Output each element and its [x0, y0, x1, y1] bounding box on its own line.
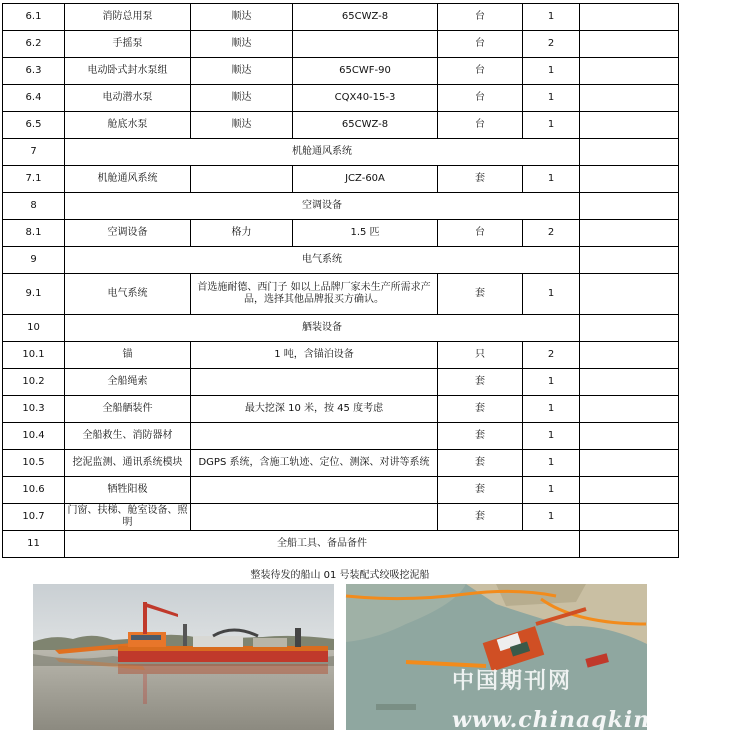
- cell-blank: [580, 504, 679, 531]
- cell-qty: 2: [523, 220, 580, 247]
- cell-no: 11: [3, 531, 65, 558]
- cell-qty: 1: [523, 396, 580, 423]
- cell-name: 手摇泵: [65, 31, 191, 58]
- section-row: [3, 193, 679, 220]
- table-row: [3, 342, 679, 369]
- cell-no: 6.1: [3, 4, 65, 31]
- cell-blank: [580, 193, 679, 220]
- table-row: [3, 450, 679, 477]
- cell-model: 65CWZ-8: [293, 112, 438, 139]
- cell-name: 锚: [65, 342, 191, 369]
- cell-name: 全船绳索: [65, 369, 191, 396]
- cell-brand: 格力: [191, 220, 293, 247]
- cell-section-title: 空调设备: [65, 193, 580, 220]
- cell-blank: [580, 85, 679, 112]
- cell-no: 10.7: [3, 504, 65, 531]
- cell-desc: [191, 369, 438, 396]
- cell-no: 8: [3, 193, 65, 220]
- table-row: [3, 4, 679, 31]
- cell-blank: [580, 112, 679, 139]
- cell-unit: 台: [438, 58, 523, 85]
- cell-no: 7.1: [3, 166, 65, 193]
- cell-qty: 1: [523, 112, 580, 139]
- cell-unit: 台: [438, 31, 523, 58]
- cell-unit: 套: [438, 166, 523, 193]
- cell-blank: [580, 274, 679, 315]
- cell-brand: 顺达: [191, 85, 293, 112]
- cell-no: 10: [3, 315, 65, 342]
- cell-desc: [191, 504, 438, 531]
- cell-qty: 1: [523, 423, 580, 450]
- cell-model: 1.5 匹: [293, 220, 438, 247]
- cell-model: [293, 31, 438, 58]
- watermark-cn: 中国期刊网: [452, 668, 573, 694]
- cell-qty: 1: [523, 450, 580, 477]
- cell-no: 8.1: [3, 220, 65, 247]
- cell-brand: 顺达: [191, 31, 293, 58]
- cell-blank: [580, 220, 679, 247]
- cell-blank: [580, 450, 679, 477]
- cell-qty: 1: [523, 504, 580, 531]
- cell-qty: 1: [523, 274, 580, 315]
- cell-name: 全船救生、消防器材: [65, 423, 191, 450]
- cell-name: 机舱通风系统: [65, 166, 191, 193]
- cell-name: 消防总用泵: [65, 4, 191, 31]
- cell-qty: 1: [523, 85, 580, 112]
- cell-no: 7: [3, 139, 65, 166]
- cell-name: 牺牲阳极: [65, 477, 191, 504]
- cell-unit: 套: [438, 504, 523, 531]
- table-row: [3, 58, 679, 85]
- cell-blank: [580, 396, 679, 423]
- cell-unit: 套: [438, 423, 523, 450]
- cell-name: 空调设备: [65, 220, 191, 247]
- table-row: [3, 477, 679, 504]
- cell-qty: 2: [523, 342, 580, 369]
- cell-brand: 顺达: [191, 112, 293, 139]
- cell-brand: 顺达: [191, 58, 293, 85]
- cell-no: 10.6: [3, 477, 65, 504]
- cell-qty: 1: [523, 166, 580, 193]
- cell-no: 10.2: [3, 369, 65, 396]
- watermark-url: www.chinaqking.com: [452, 707, 730, 733]
- cell-blank: [580, 477, 679, 504]
- cell-no: 10.5: [3, 450, 65, 477]
- table-row: [3, 274, 679, 315]
- table-row: [3, 423, 679, 450]
- cell-no: 10.1: [3, 342, 65, 369]
- cell-model: CQX40-15-3: [293, 85, 438, 112]
- cell-model: 65CWZ-8: [293, 4, 438, 31]
- cell-blank: [580, 4, 679, 31]
- cell-unit: 套: [438, 274, 523, 315]
- table-row: [3, 85, 679, 112]
- cell-section-title: 机舱通风系统: [65, 139, 580, 166]
- cell-no: 10.3: [3, 396, 65, 423]
- table-row: [3, 112, 679, 139]
- cell-blank: [580, 247, 679, 274]
- cell-no: 10.4: [3, 423, 65, 450]
- cell-brand: [191, 166, 293, 193]
- table-row: [3, 220, 679, 247]
- cell-desc: 首选施耐德、西门子 如以上品牌厂家未生产所需求产品，选择其他品牌报买方确认。: [191, 274, 438, 315]
- section-row: [3, 315, 679, 342]
- cell-name: 全船舾装件: [65, 396, 191, 423]
- cell-blank: [580, 531, 679, 558]
- cell-unit: 套: [438, 477, 523, 504]
- cell-model: 65CWF-90: [293, 58, 438, 85]
- table-row: [3, 396, 679, 423]
- cell-blank: [580, 31, 679, 58]
- cell-desc: 最大挖深 10 米，按 45 度考虑: [191, 396, 438, 423]
- cell-blank: [580, 342, 679, 369]
- cell-unit: 台: [438, 85, 523, 112]
- cell-no: 6.5: [3, 112, 65, 139]
- equipment-table: [2, 3, 679, 558]
- table-row: [3, 31, 679, 58]
- cell-blank: [580, 58, 679, 85]
- cell-desc: DGPS 系统，含施工轨迹、定位、测深、对讲等系统: [191, 450, 438, 477]
- cell-qty: 1: [523, 4, 580, 31]
- photo-caption: 整装待发的船山 01 号装配式绞吸挖泥船: [250, 570, 430, 581]
- cell-blank: [580, 315, 679, 342]
- table-row: [3, 369, 679, 396]
- cell-no: 6.2: [3, 31, 65, 58]
- cell-name: 电气系统: [65, 274, 191, 315]
- dredger-photo-left: [33, 584, 334, 730]
- table-row: [3, 504, 679, 531]
- cell-desc: [191, 477, 438, 504]
- cell-no: 9: [3, 247, 65, 274]
- cell-desc: [191, 423, 438, 450]
- cell-desc: 1 吨，含锚泊设备: [191, 342, 438, 369]
- table-row: [3, 166, 679, 193]
- cell-name: 舱底水泵: [65, 112, 191, 139]
- cell-unit: 台: [438, 220, 523, 247]
- cell-qty: 2: [523, 31, 580, 58]
- cell-qty: 1: [523, 477, 580, 504]
- cell-blank: [580, 139, 679, 166]
- cell-name: 电动卧式封水泵组: [65, 58, 191, 85]
- cell-no: 6.4: [3, 85, 65, 112]
- cell-qty: 1: [523, 58, 580, 85]
- cell-blank: [580, 166, 679, 193]
- cell-section-title: 电气系统: [65, 247, 580, 274]
- cell-unit: 套: [438, 396, 523, 423]
- section-row: [3, 531, 679, 558]
- cell-no: 6.3: [3, 58, 65, 85]
- cell-name: 电动潜水泵: [65, 85, 191, 112]
- cell-unit: 台: [438, 112, 523, 139]
- cell-unit: 只: [438, 342, 523, 369]
- cell-section-title: 全船工具、备品备件: [65, 531, 580, 558]
- cell-unit: 套: [438, 369, 523, 396]
- cell-model: JCZ-60A: [293, 166, 438, 193]
- cell-section-title: 舾装设备: [65, 315, 580, 342]
- section-row: [3, 139, 679, 166]
- cell-brand: 顺达: [191, 4, 293, 31]
- cell-blank: [580, 423, 679, 450]
- cell-qty: 1: [523, 369, 580, 396]
- section-row: [3, 247, 679, 274]
- cell-name: 门窗、扶梯、舱室设备、照明: [65, 504, 191, 531]
- cell-no: 9.1: [3, 274, 65, 315]
- cell-name: 挖泥监测、通讯系统模块: [65, 450, 191, 477]
- cell-unit: 台: [438, 4, 523, 31]
- cell-unit: 套: [438, 450, 523, 477]
- cell-blank: [580, 369, 679, 396]
